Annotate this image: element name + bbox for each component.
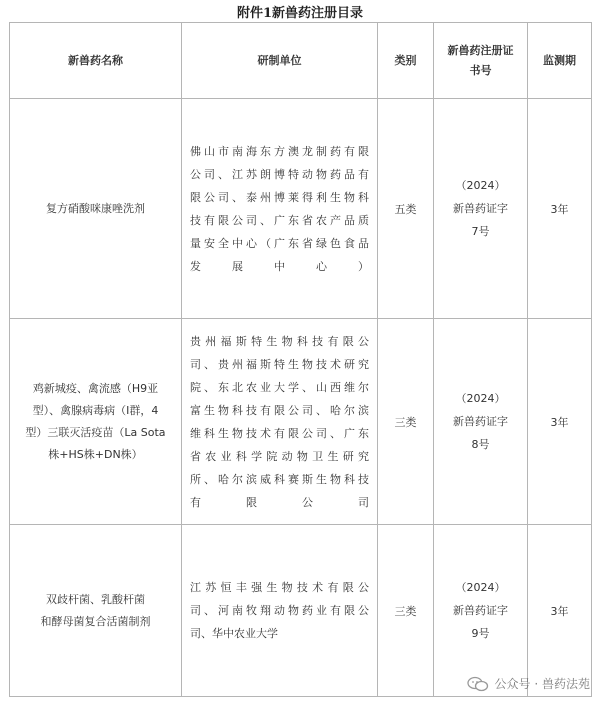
drug-name-line: 型）三联灭活疫苗（La Sota (25, 425, 166, 439)
cert-number-cell (434, 319, 528, 525)
drug-name-line: 双歧杆菌、乳酸杆菌 (46, 592, 145, 606)
cert-number-cell (434, 99, 528, 319)
developer-line: 富生物科技有限公司、哈尔滨 (190, 403, 369, 417)
developer-line: 院、东北农业大学、山西维尔 (190, 380, 369, 394)
cert-number: 7号 (471, 225, 490, 238)
page-title: 附件1新兽药注册目录 (236, 6, 364, 21)
header-cert-line1: 新兽药注册证 (447, 43, 514, 57)
developer-cell (182, 99, 378, 319)
header-developer: 研制单位 (182, 23, 378, 99)
cert-year: （2024） (455, 179, 506, 192)
category-cell: 三类 (378, 525, 434, 697)
cert-number: 9号 (471, 627, 490, 640)
watermark (467, 675, 590, 692)
period-cell: 3年 (528, 99, 592, 319)
developer-line: 贵州福斯特生物科技有限公 (190, 334, 369, 348)
header-category: 类别 (378, 23, 434, 99)
developer-line: 省农业科学院动物卫生研究 (190, 449, 369, 463)
cert-number: 8号 (471, 438, 490, 451)
table-header-row (10, 23, 592, 99)
cert-year: （2024） (455, 581, 506, 594)
cert-number-cell (434, 525, 528, 697)
table-row (10, 319, 592, 525)
drug-name-line: 和酵母菌复合活菌制剂 (40, 614, 151, 628)
header-drug-name: 新兽药名称 (10, 23, 182, 99)
header-cert-number (434, 23, 528, 99)
drug-name-cell (10, 525, 182, 697)
drug-name-line: 鸡新城疫、禽流感（H9亚 (32, 381, 159, 395)
header-cert-line2: 书号 (469, 63, 492, 77)
developer-line: 所、哈尔滨威科赛斯生物科技 (190, 472, 369, 486)
category-cell: 三类 (378, 319, 434, 525)
developer-line: 司、华中农业大学 (190, 627, 278, 640)
developer-line: 限公司、泰州博莱得利生物科 (190, 190, 369, 204)
cert-prefix: 新兽药证字 (453, 604, 508, 617)
developer-cell (182, 319, 378, 525)
wechat-icon (467, 676, 489, 692)
developer-line: 发展中心） (190, 259, 369, 273)
developer-line: 司、贵州福斯特生物技术研究 (190, 357, 369, 371)
period-cell: 3年 (528, 525, 592, 697)
developer-line: 公司、江苏朗博特动物药品有 (190, 167, 369, 181)
cert-prefix: 新兽药证字 (453, 202, 508, 215)
cert-year: （2024） (455, 392, 506, 405)
drug-registration-table (9, 22, 592, 697)
drug-name-cell (10, 99, 182, 319)
table-row (10, 99, 592, 319)
period-cell: 3年 (528, 319, 592, 525)
header-monitoring-period: 监测期 (528, 23, 592, 99)
cert-prefix: 新兽药证字 (453, 415, 508, 428)
drug-name-cell (10, 319, 182, 525)
drug-name-line: 株+HS株+DN株） (48, 447, 143, 461)
table-row (10, 525, 592, 697)
developer-line: 有限公司 (190, 495, 369, 509)
watermark-text: 公众号 · 兽药法苑 (494, 677, 590, 691)
developer-cell (182, 525, 378, 697)
developer-line: 司、河南牧翔动物药业有限公 (190, 604, 369, 617)
developer-line: 技有限公司、广东省农产品质 (190, 213, 369, 227)
drug-name-line: 型）、禽腺病毒病（I群，4 (32, 403, 159, 417)
developer-line: 佛山市南海东方澳龙制药有限 (190, 144, 369, 158)
developer-line: 维科生物技术有限公司、广东 (190, 426, 369, 440)
drug-name-line: 复方硝酸咪康唑洗剂 (46, 201, 145, 215)
developer-line: 量安全中心（广东省绿色食品 (190, 236, 369, 250)
category-cell: 五类 (378, 99, 434, 319)
developer-line: 江苏恒丰强生物技术有限公 (190, 581, 369, 594)
